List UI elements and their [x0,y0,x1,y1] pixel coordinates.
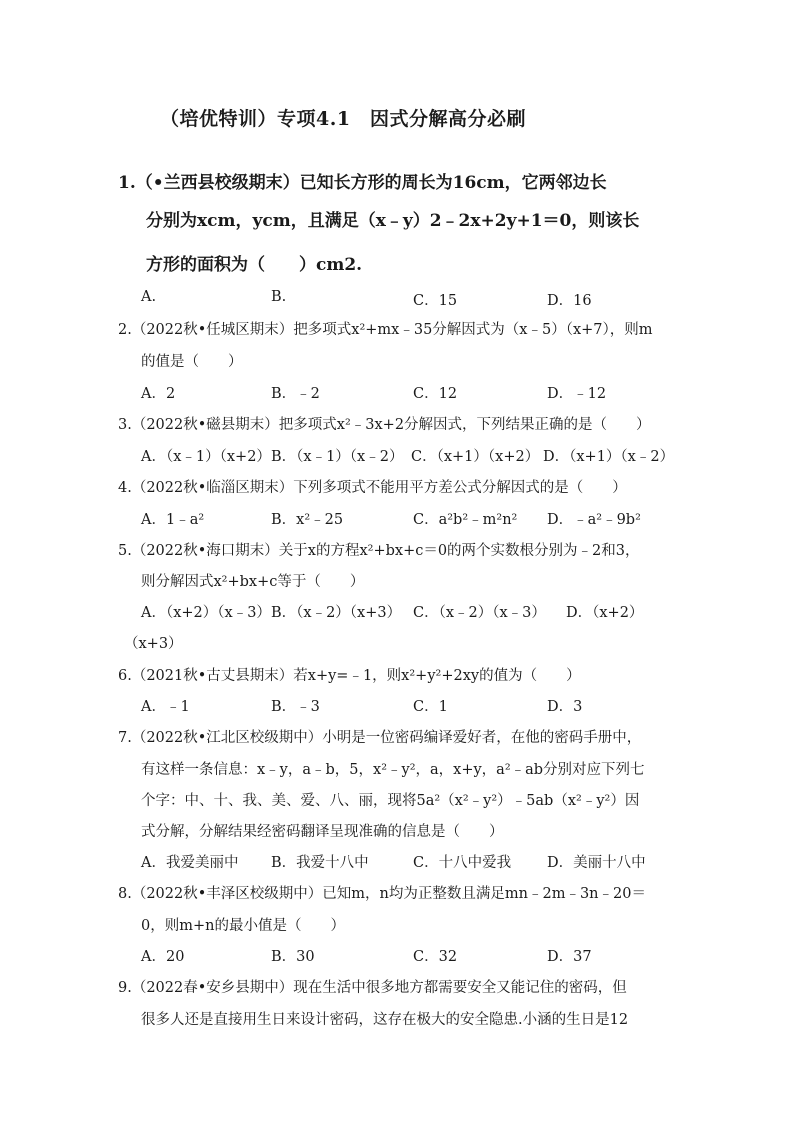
option-a: A．（x+2）（x﹣3） [141,605,271,621]
option-d: D．16 [547,293,592,309]
question-7-line-1: 7.（2022秋•江北区校级期中）小明是一位密码编译爱好者，在他的密码手册中， [118,730,642,746]
option-b: B．﹣3 [271,699,320,715]
question-7-line-3: 个字：中、十、我、美、爱、八、丽，现将5a²（x²﹣y²）﹣5ab（x²﹣y²）因 [141,793,640,809]
question-7-line-2: 有这样一条信息：x﹣y，a﹣b，5，x²﹣y²，a，x+y，a²﹣ab分别对应下列七 [141,762,645,778]
question-1-options [141,289,701,309]
option-b: B. [271,289,287,305]
question-1-line-3: 方形的面积为（ ）cm2. [146,255,363,275]
option-d: D．﹣a²﹣9b² [547,512,641,528]
option-c: C．12 [413,386,458,402]
option-c: C．十八中爱我 [413,855,512,871]
question-6-options [141,695,701,715]
question-5-option-d-wrap: （x+3） [124,636,183,652]
question-5-line-2: 则分解因式x²+bx+c等于（ ） [141,574,365,590]
question-5-options [141,601,701,621]
option-c: C．1 [413,699,448,715]
question-3-line-1: 3.（2022秋•磁县期末）把多项式x²﹣3x+2分解因式，下列结果正确的是（ ） [118,417,651,433]
option-d: D．（x+1）（x﹣2） [543,449,675,465]
question-6-line-1: 6.（2021秋•古丈县期末）若x+y=﹣1，则x²+y²+2xy的值为（ ） [118,668,581,684]
option-a: A. [141,289,157,305]
question-5-line-1: 5.（2022秋•海口期末）关于x的方程x²+bx+c＝0的两个实数根分别为﹣2和3， [118,543,640,559]
option-d: D．37 [547,949,592,965]
option-b: B．（x﹣1）（x﹣2） [271,449,404,465]
option-b: B．（x﹣2）（x+3） [271,605,402,621]
option-a: A．20 [141,949,185,965]
question-8-options [141,945,701,965]
question-4-line-1: 4.（2022秋•临淄区期末）下列多项式不能用平方差公式分解因式的是（ ） [118,480,627,496]
option-a: A．我爱美丽中 [141,855,239,871]
question-7-options [141,851,701,871]
question-9-line-2: 很多人还是直接用生日来设计密码，这存在极大的安全隐患.小涵的生日是12 [141,1012,629,1028]
option-d: D．美丽十八中 [547,855,646,871]
option-c: C．（x+1）（x+2） [411,449,540,465]
question-2-line-1: 2.（2022秋•任城区期末）把多项式x²+mx﹣35分解因式为（x﹣5）（x+7），则m [118,322,653,338]
question-1-line-1: 1.（•兰西县校级期末）已知长方形的周长为16cm，它两邻边长 [118,173,607,193]
question-1-line-2: 分别为xcm，ycm，且满足（x﹣y）2﹣2x+2y+1＝0，则该长 [146,211,640,231]
option-c: C．a²b²﹣m²n² [413,512,518,528]
question-8-line-1: 8.（2022秋•丰泽区校级期中）已知m，n均为正整数且满足mn﹣2m﹣3n﹣20＝ [118,886,646,902]
option-a: A．2 [141,386,176,402]
option-b: B．x²﹣25 [271,512,344,528]
question-3-options [141,445,701,465]
question-9-line-1: 9.（2022春•安乡县期中）现在生活中很多地方都需要安全又能记住的密码，但 [118,980,627,996]
question-2-options [141,382,701,402]
option-d: D．﹣12 [547,386,607,402]
option-a: A．﹣1 [141,699,190,715]
question-4-options [141,508,701,528]
option-c: C．32 [413,949,458,965]
option-b: B．﹣2 [271,386,320,402]
option-d: D．3 [547,699,583,715]
option-a: A．1﹣a² [141,512,205,528]
option-a: A．（x﹣1）（x+2） [141,449,271,465]
option-c: C．（x﹣2）（x﹣3） [413,605,546,621]
option-b: B．我爱十八中 [271,855,369,871]
question-7-line-4: 式分解，分解结果经密码翻译呈现准确的信息是（ ） [141,824,504,840]
option-d: D．（x+2） [566,605,644,621]
question-8-line-2: 0，则m+n的最小值是（ ） [141,918,345,934]
question-2-line-2: 的值是（ ） [141,354,243,370]
option-c: C．15 [413,293,458,309]
option-b: B．30 [271,949,315,965]
page-title: （培优特训）专项4.1 因式分解高分必刷 [160,108,527,130]
